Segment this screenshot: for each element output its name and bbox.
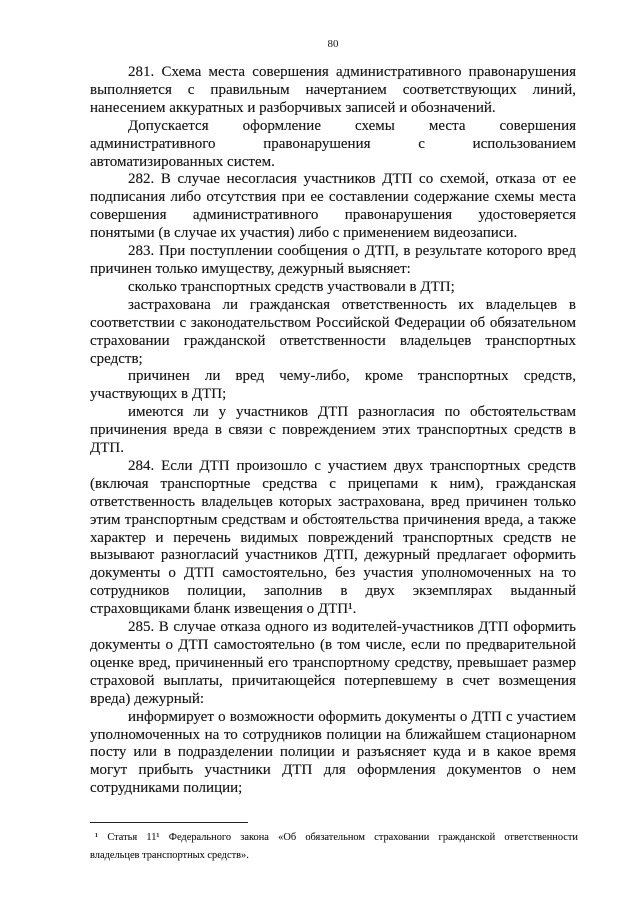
text-line: оценке вред, причиненный его транспортному средству, превышает размер: [90, 654, 576, 671]
paragraph: [90, 709, 576, 799]
text-line: сотрудниками полиции;: [90, 780, 243, 797]
paragraph: [90, 243, 576, 279]
text-line: 282. В случае несогласия участников ДТП со схемой, отказа от ее: [128, 171, 576, 188]
paragraph: [90, 279, 576, 297]
paragraph: [90, 297, 576, 369]
footnote: [90, 829, 578, 865]
text-line: 283. При поступлении сообщения о ДТП, в результате которого вред: [128, 243, 576, 260]
text-line: подписания либо отсутствия при ее составлении содержание схемы места: [90, 189, 576, 206]
text-line: причинения вреда в связи с повреждением этих транспортных средств в: [90, 422, 576, 439]
paragraph: [90, 171, 576, 243]
paragraph: [90, 404, 576, 458]
footnote-line: владельцев транспортных средств».: [90, 849, 249, 861]
text-line: страховщиками бланк извещения о ДТП¹.: [90, 601, 357, 618]
text-line: средств;: [90, 350, 143, 367]
text-line: совершения административного правонарушения удостоверяется: [90, 207, 576, 224]
text-line: ДТП.: [90, 440, 124, 457]
text-line: страховании гражданской ответственности владельцев транспортных: [90, 332, 576, 349]
text-line: вызывают разногласий участников ДТП, дежурный предлагает оформить: [90, 547, 576, 564]
text-line: характер и перечень видимых повреждений транспортных средств не: [90, 529, 576, 546]
text-line: участвующих в ДТП;: [90, 386, 227, 403]
text-line: могут прибыть участники ДТП для оформления документов о нем: [90, 762, 576, 779]
text-line: этим транспортным средствам и обстоятельства причинения вреда, а также: [90, 511, 576, 528]
paragraph: [90, 118, 576, 172]
paragraph: [90, 458, 576, 619]
text-line: страховой выплаты, причитающейся потерпевшему в счет возмещения: [90, 672, 576, 689]
text-line: документы о ДТП самостоятельно, без участия уполномоченных на то: [90, 565, 576, 582]
text-line: (включая транспортные средства с прицепами к ним), гражданская: [90, 475, 576, 492]
text-line: информирует о возможности оформить документы о ДТП с участием: [128, 708, 576, 725]
text-line: автоматизированных систем.: [90, 153, 275, 170]
footnote-separator: [90, 822, 248, 823]
text-line: нанесением аккуратных и разборчивых записей и обозначений.: [90, 99, 496, 116]
text-line: выполняется с правильным начертанием соответствующих линий,: [90, 81, 576, 98]
text-line: сколько транспортных средств участвовали в ДТП;: [128, 278, 455, 295]
text-line: застрахована ли гражданская ответственность их владельцев в: [128, 296, 576, 313]
text-line: 285. В случае отказа одного из водителей-участников ДТП оформить: [128, 619, 576, 636]
text-line: вреда) дежурный:: [90, 690, 205, 707]
text-line: 281. Схема места совершения административного правонарушения: [128, 64, 576, 80]
text-line: ответственность владельцев которых застрахована, вред причинен только: [90, 493, 576, 510]
paragraph: [90, 368, 576, 404]
page-number: 80: [327, 38, 339, 50]
text-line: Допускается оформление схемы места совершения: [128, 117, 576, 134]
paragraph: [90, 619, 576, 709]
text-line: уполномоченных на то сотрудников полиции на ближайшем стационарном: [90, 726, 576, 743]
text-line: административного правонарушения с использованием: [90, 135, 576, 152]
text-line: сотрудников полиции, заполнив в двух экземплярах выданный: [90, 583, 576, 600]
text-line: 284. Если ДТП произошло с участием двух транспортных средств: [128, 457, 576, 474]
text-line: имеются ли у участников ДТП разногласия по обстоятельствам: [128, 404, 576, 421]
text-line: соответствии с законодательством Российской Федерации об обязательном: [90, 314, 576, 331]
text-line: причинен ли вред чему-либо, кроме транспортных средств,: [128, 368, 576, 385]
text-line: документы о ДТП самостоятельно (в том числе, если по предварительной: [90, 637, 576, 653]
text-line: причинен только имуществу, дежурный выясняет:: [90, 260, 411, 277]
text-line: посту или в подразделении полиции и разъясняет куда и в какое время: [90, 744, 576, 761]
text-line: понятыми (в случае их участия) либо с применением видеозаписи.: [90, 225, 518, 242]
paragraph: [90, 64, 576, 118]
footnote-line: ¹ Статья 11¹ Федерального закона «Об обязательном страховании гражданской ответственности: [95, 832, 578, 843]
document-body: [90, 64, 576, 798]
